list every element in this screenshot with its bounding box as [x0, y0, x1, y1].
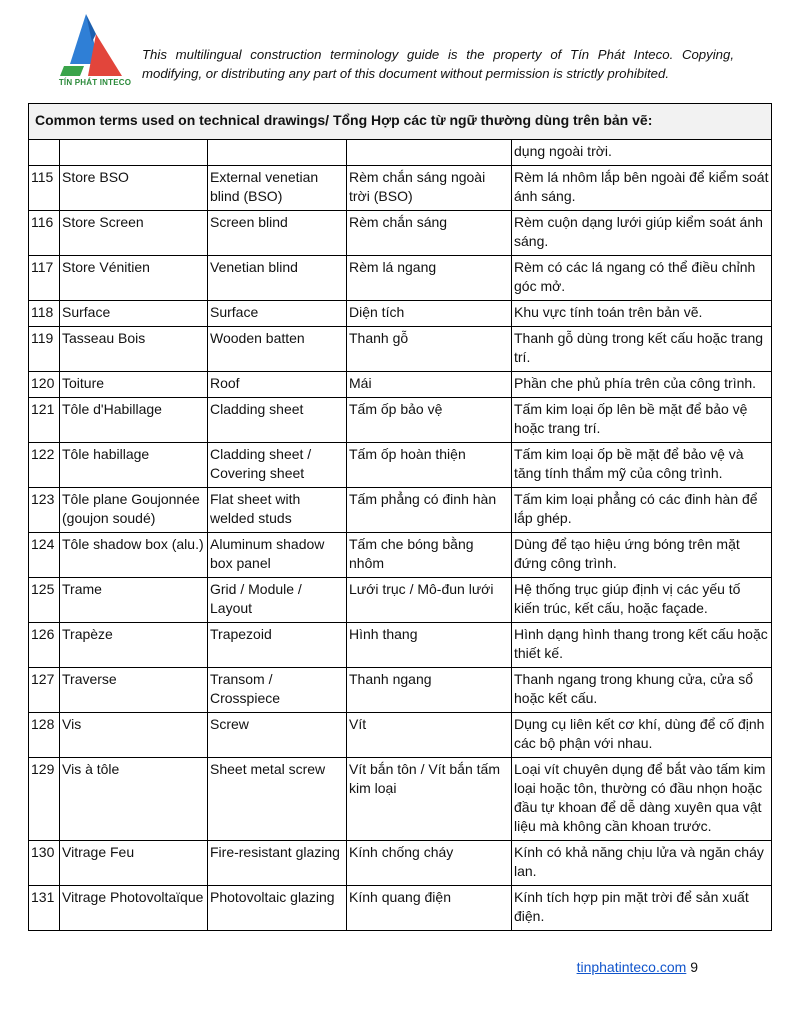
cell-french: Surface: [60, 301, 208, 327]
cell-french: Tôle shadow box (alu.): [60, 533, 208, 578]
cell-english: Surface: [208, 301, 347, 327]
cell-vietnamese: Tấm phẳng có đinh hàn: [347, 488, 512, 533]
cell-french: Tôle plane Goujonnée (goujon soudé): [60, 488, 208, 533]
cell-description: Dụng cụ liên kết cơ khí, dùng để cố định các bộ phận với nhau.: [512, 713, 772, 758]
cell-description: Rèm cuộn dạng lưới giúp kiểm soát ánh sáng.: [512, 211, 772, 256]
cell-english: Roof: [208, 372, 347, 398]
cell-french: Store Screen: [60, 211, 208, 256]
cell-number: 125: [29, 578, 60, 623]
cell-description: Tấm kim loại phẳng có các đinh hàn để lắp ghép.: [512, 488, 772, 533]
cell-number: 116: [29, 211, 60, 256]
table-row: [29, 488, 772, 533]
cell-number: 118: [29, 301, 60, 327]
cell-french: [60, 140, 208, 166]
cell-english: Cladding sheet / Covering sheet: [208, 443, 347, 488]
website-link[interactable]: tinphatinteco.com: [576, 959, 687, 975]
cell-vietnamese: Vít: [347, 713, 512, 758]
cell-french: Tôle habillage: [60, 443, 208, 488]
cell-vietnamese: Mái: [347, 372, 512, 398]
cell-vietnamese: Diện tích: [347, 301, 512, 327]
cell-description: Thanh gỗ dùng trong kết cấu hoặc trang trí.: [512, 327, 772, 372]
table-row: [29, 256, 772, 301]
table-row: [29, 327, 772, 372]
cell-vietnamese: Tấm ốp hoàn thiện: [347, 443, 512, 488]
page-number: 9: [690, 959, 698, 975]
cell-description: Dùng để tạo hiệu ứng bóng trên mặt đứng công trình.: [512, 533, 772, 578]
cell-description: Thanh ngang trong khung cửa, cửa sổ hoặc kết cấu.: [512, 668, 772, 713]
cell-description: Hệ thống trục giúp định vị các yếu tố kiến trúc, kết cấu, hoặc façade.: [512, 578, 772, 623]
cell-french: Trapèze: [60, 623, 208, 668]
table-row: [29, 623, 772, 668]
cell-french: Vis à tôle: [60, 758, 208, 841]
table-title-row: [29, 104, 772, 140]
table-row: [29, 668, 772, 713]
cell-description: Rèm có các lá ngang có thể điều chỉnh góc mở.: [512, 256, 772, 301]
table-row: [29, 211, 772, 256]
cell-vietnamese: Tấm che bóng bằng nhôm: [347, 533, 512, 578]
cell-description: Loại vít chuyên dụng để bắt vào tấm kim loại hoặc tôn, thường có đầu nhọn hoặc đầu tự khoan để dễ dàng xuyên qua vật liệu mà không cần khoan trước.: [512, 758, 772, 841]
cell-vietnamese: Thanh gỗ: [347, 327, 512, 372]
cell-vietnamese: Rèm chắn sáng ngoài trời (BSO): [347, 166, 512, 211]
cell-vietnamese: Tấm ốp bảo vệ: [347, 398, 512, 443]
cell-english: Photovoltaic glazing: [208, 886, 347, 931]
cell-english: Sheet metal screw: [208, 758, 347, 841]
cell-number: 127: [29, 668, 60, 713]
cell-french: Store Vénitien: [60, 256, 208, 301]
table-row: [29, 758, 772, 841]
company-logo: [56, 12, 134, 94]
cell-description: Rèm lá nhôm lắp bên ngoài để kiểm soát ánh sáng.: [512, 166, 772, 211]
cell-english: Trapezoid: [208, 623, 347, 668]
cell-french: Store BSO: [60, 166, 208, 211]
cell-number: 129: [29, 758, 60, 841]
cell-english: Flat sheet with welded studs: [208, 488, 347, 533]
table-row: [29, 398, 772, 443]
cell-english: Grid / Module / Layout: [208, 578, 347, 623]
logo-text: TÍN PHÁT INTECO: [58, 78, 132, 87]
cell-vietnamese: Lưới trục / Mô-đun lưới: [347, 578, 512, 623]
cell-number: 128: [29, 713, 60, 758]
cell-vietnamese: [347, 140, 512, 166]
table-row: [29, 713, 772, 758]
cell-french: Vitrage Feu: [60, 841, 208, 886]
cell-english: Wooden batten: [208, 327, 347, 372]
table-row: [29, 166, 772, 211]
cell-description: Kính tích hợp pin mặt trời để sản xuất điện.: [512, 886, 772, 931]
cell-french: Trame: [60, 578, 208, 623]
cell-number: 115: [29, 166, 60, 211]
cell-number: 117: [29, 256, 60, 301]
cell-vietnamese: Rèm chắn sáng: [347, 211, 512, 256]
cell-description: Kính có khả năng chịu lửa và ngăn cháy lan.: [512, 841, 772, 886]
cell-vietnamese: Thanh ngang: [347, 668, 512, 713]
cell-number: 120: [29, 372, 60, 398]
cell-vietnamese: Kính chống cháy: [347, 841, 512, 886]
cell-french: Tôle d'Habillage: [60, 398, 208, 443]
cell-french: Toiture: [60, 372, 208, 398]
cell-description: dụng ngoài trời.: [512, 140, 772, 166]
cell-description: Phần che phủ phía trên của công trình.: [512, 372, 772, 398]
cell-english: Aluminum shadow box panel: [208, 533, 347, 578]
table-row: [29, 372, 772, 398]
cell-description: Tấm kim loại ốp lên bề mặt để bảo vệ hoặc trang trí.: [512, 398, 772, 443]
copyright-notice: This multilingual construction terminology guide is the property of Tín Phát Inteco. Copying, modifying, or distributing any part of this document without permission is strictly prohibited.: [142, 47, 734, 81]
table-row: [29, 886, 772, 931]
cell-description: Hình dạng hình thang trong kết cấu hoặc thiết kế.: [512, 623, 772, 668]
cell-number: 130: [29, 841, 60, 886]
cell-number: 122: [29, 443, 60, 488]
cell-description: Tấm kim loại ốp bề mặt để bảo vệ và tăng tính thẩm mỹ của công trình.: [512, 443, 772, 488]
cell-english: Screw: [208, 713, 347, 758]
table-row: [29, 301, 772, 327]
cell-english: Venetian blind: [208, 256, 347, 301]
cell-number: 131: [29, 886, 60, 931]
cell-english: Fire-resistant glazing: [208, 841, 347, 886]
table-row: [29, 841, 772, 886]
cell-number: 119: [29, 327, 60, 372]
cell-english: Screen blind: [208, 211, 347, 256]
cell-vietnamese: Vít bắn tôn / Vít bắn tấm kim loại: [347, 758, 512, 841]
cell-number: [29, 140, 60, 166]
cell-french: Vis: [60, 713, 208, 758]
page-footer: [577, 959, 698, 975]
cell-french: Tasseau Bois: [60, 327, 208, 372]
cell-english: Transom / Crosspiece: [208, 668, 347, 713]
cell-vietnamese: Hình thang: [347, 623, 512, 668]
terminology-table: [28, 103, 772, 931]
cell-number: 123: [29, 488, 60, 533]
cell-french: Traverse: [60, 668, 208, 713]
table-row: [29, 533, 772, 578]
cell-vietnamese: Rèm lá ngang: [347, 256, 512, 301]
table-row: [29, 578, 772, 623]
cell-english: [208, 140, 347, 166]
cell-number: 126: [29, 623, 60, 668]
triangle-logo-icon: [56, 12, 134, 78]
table-title: Common terms used on technical drawings/ Tổng Hợp các từ ngữ thường dùng trên bản vẽ:: [29, 104, 772, 140]
cell-english: External venetian blind (BSO): [208, 166, 347, 211]
cell-number: 121: [29, 398, 60, 443]
cell-french: Vitrage Photovoltaïque: [60, 886, 208, 931]
cell-english: Cladding sheet: [208, 398, 347, 443]
cell-number: 124: [29, 533, 60, 578]
cell-vietnamese: Kính quang điện: [347, 886, 512, 931]
cell-description: Khu vực tính toán trên bản vẽ.: [512, 301, 772, 327]
continuation-row: [29, 140, 772, 166]
table-row: [29, 443, 772, 488]
